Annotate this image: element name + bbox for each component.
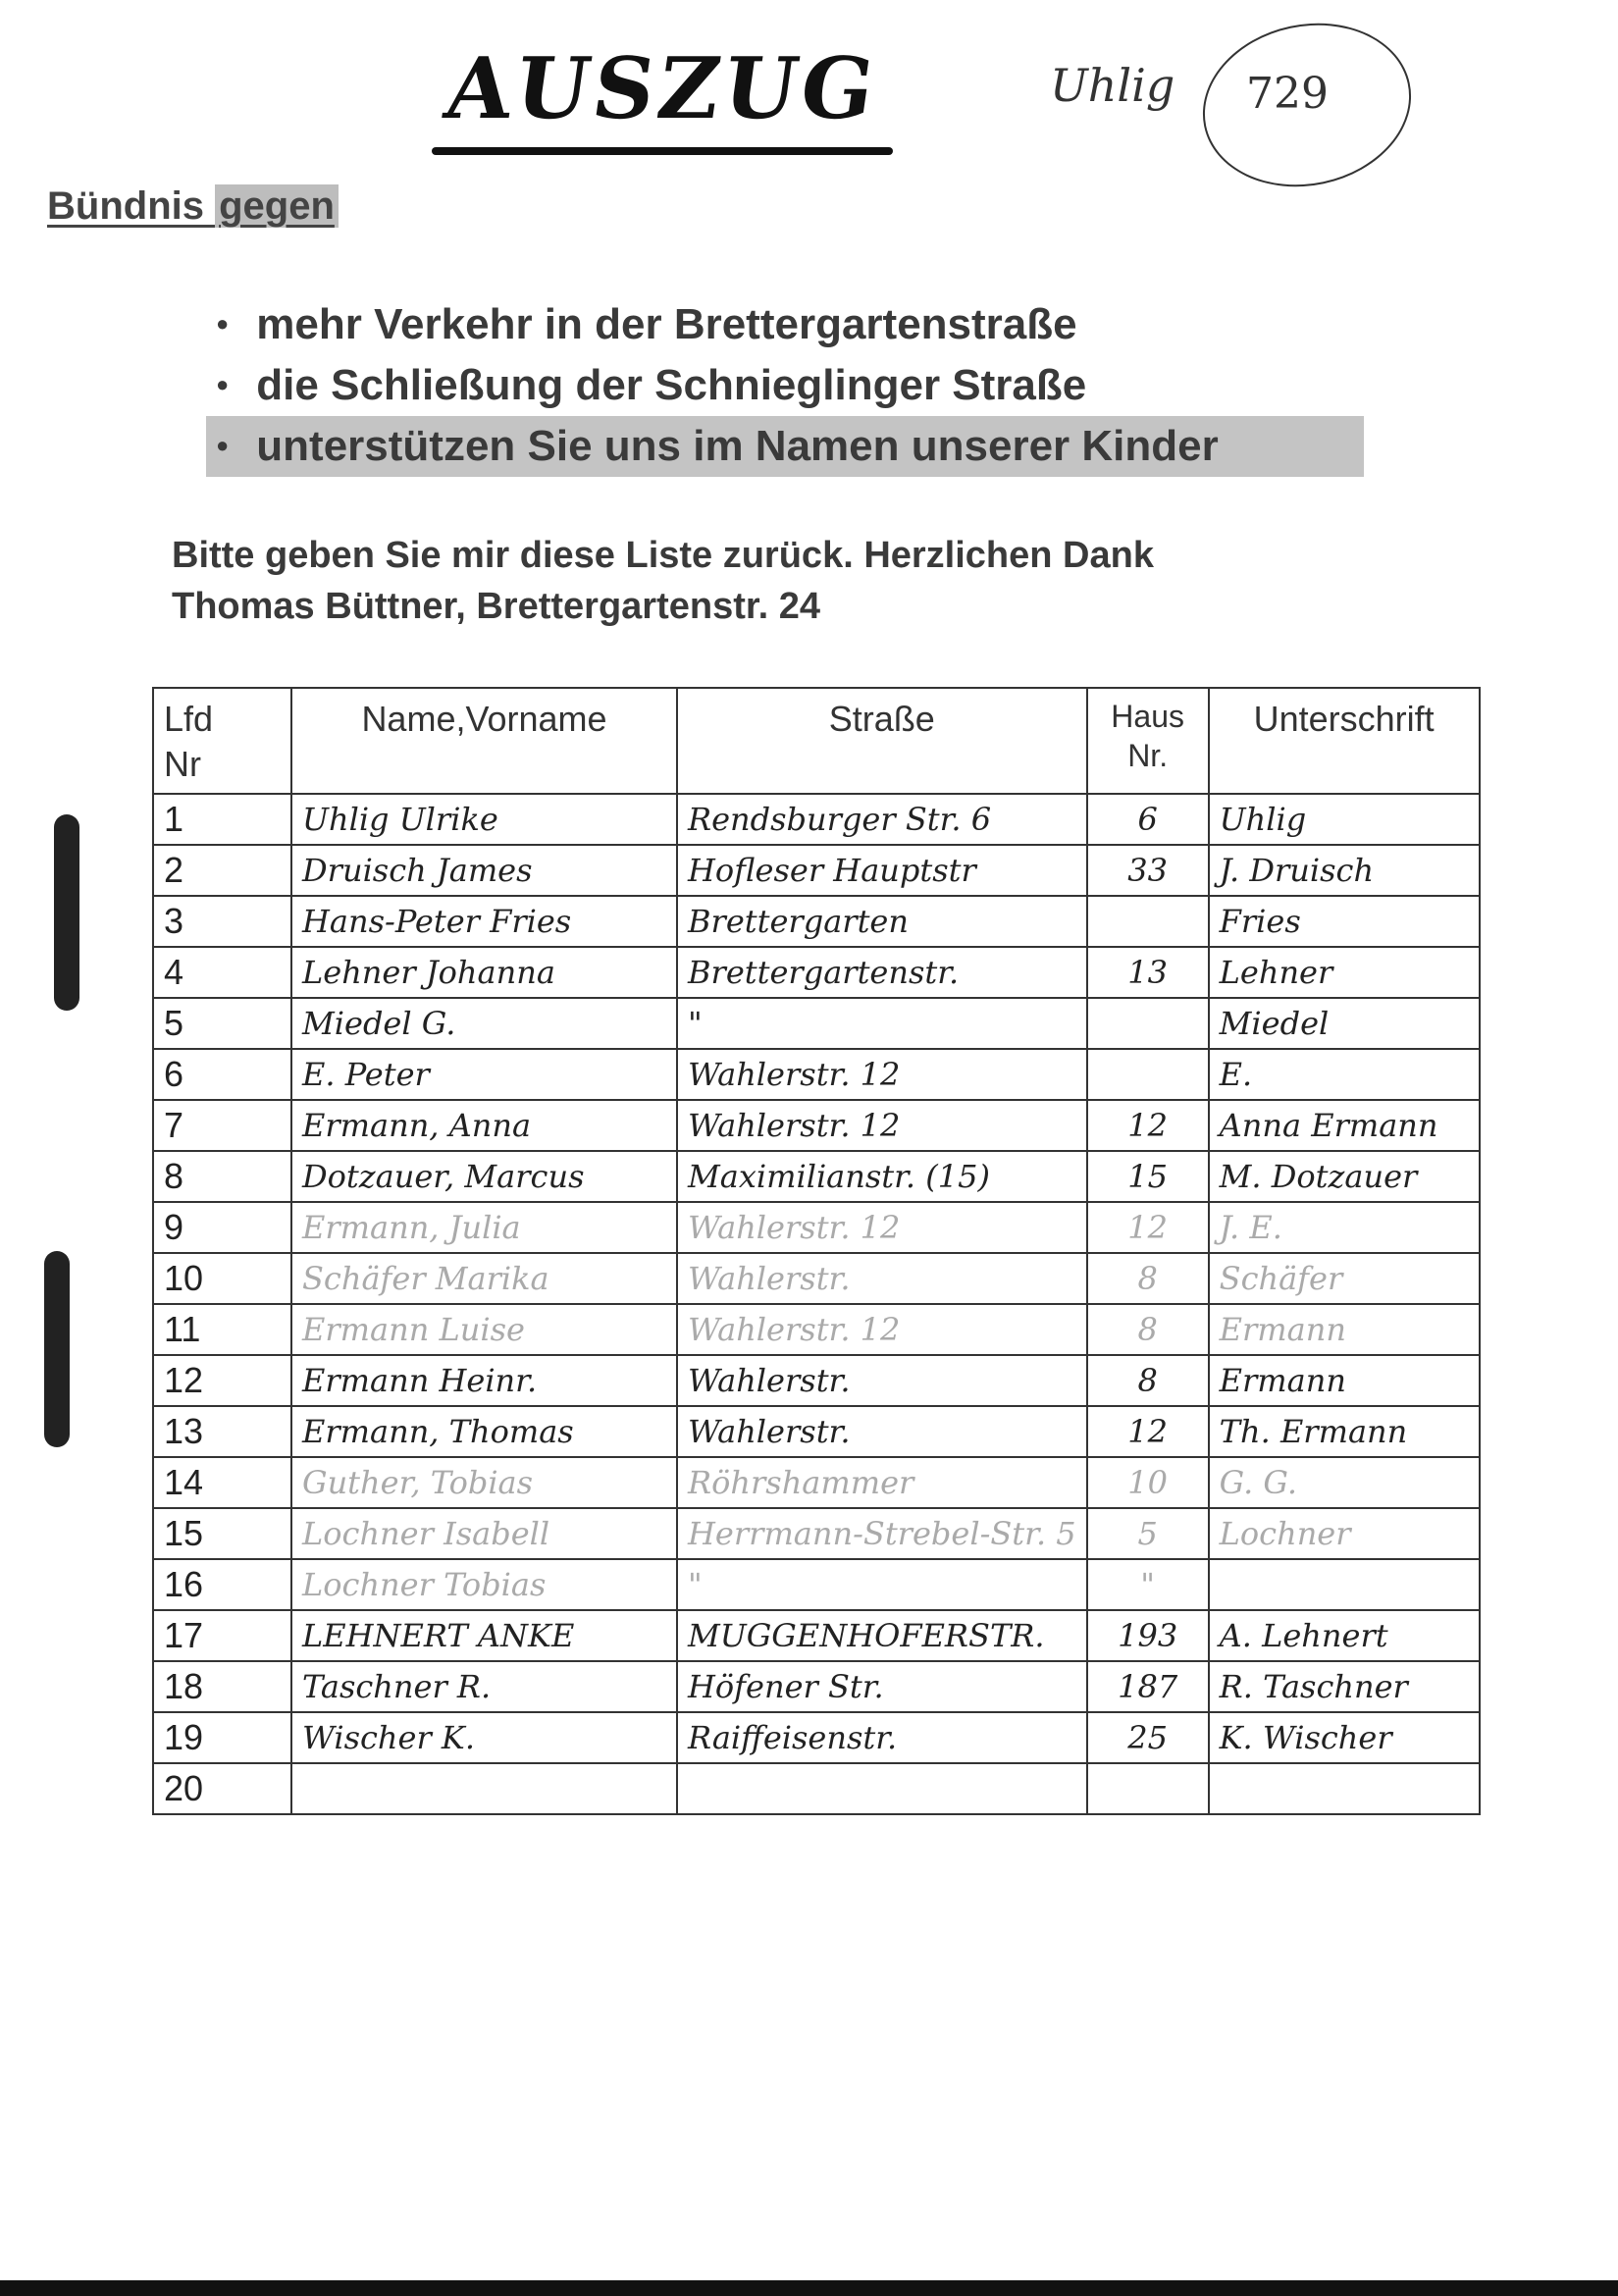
row-number: 18 [153, 1661, 291, 1712]
row-number: 11 [153, 1304, 291, 1355]
row-signature: Uhlig [1209, 794, 1480, 845]
row-street: Wahlerstr. [677, 1406, 1087, 1457]
row-street: Röhrshammer [677, 1457, 1087, 1508]
row-house-number: 15 [1087, 1151, 1209, 1202]
table-row [153, 1253, 1480, 1304]
row-house-number: 6 [1087, 794, 1209, 845]
bullet-item-highlighted: ● unterstützen Sie uns im Namen unserer Kinder [206, 416, 1364, 477]
row-house-number: 8 [1087, 1355, 1209, 1406]
row-name: Lochner Tobias [291, 1559, 677, 1610]
table-row [153, 1712, 1480, 1763]
row-signature: J. E. [1209, 1202, 1480, 1253]
row-number: 9 [153, 1202, 291, 1253]
row-signature: Miedel [1209, 998, 1480, 1049]
row-number: 16 [153, 1559, 291, 1610]
row-number: 10 [153, 1253, 291, 1304]
row-street: " [677, 998, 1087, 1049]
binder-clip-top [54, 814, 79, 1011]
row-signature: M. Dotzauer [1209, 1151, 1480, 1202]
return-notice [172, 530, 1154, 632]
table-row [153, 1508, 1480, 1559]
table-row [153, 947, 1480, 998]
row-signature: Ermann [1209, 1304, 1480, 1355]
row-street: Rendsburger Str. 6 [677, 794, 1087, 845]
row-house-number [1087, 1049, 1209, 1100]
row-signature: K. Wischer [1209, 1712, 1480, 1763]
notice-line-2: Thomas Büttner, Brettergartenstr. 24 [172, 586, 820, 627]
row-house-number [1087, 998, 1209, 1049]
bullet-item: ● die Schließung der Schnieglinger Straße [216, 355, 1364, 416]
row-name: Ermann, Julia [291, 1202, 677, 1253]
row-name: Lehner Johanna [291, 947, 677, 998]
row-name: Hans-Peter Fries [291, 896, 677, 947]
row-street: Wahlerstr. [677, 1355, 1087, 1406]
auszug-stamp: AUSZUG [439, 39, 885, 138]
table-row [153, 845, 1480, 896]
bullet-list [216, 294, 1364, 477]
table-row [153, 1049, 1480, 1100]
row-signature [1209, 1763, 1480, 1814]
row-house-number: 8 [1087, 1304, 1209, 1355]
row-number: 5 [153, 998, 291, 1049]
row-number: 13 [153, 1406, 291, 1457]
table-row [153, 1100, 1480, 1151]
row-house-number [1087, 896, 1209, 947]
scan-edge [0, 2280, 1618, 2296]
row-house-number: 12 [1087, 1202, 1209, 1253]
row-house-number: 193 [1087, 1610, 1209, 1661]
header-signature: Uhlig [1050, 59, 1175, 112]
row-house-number: " [1087, 1559, 1209, 1610]
row-signature: Th. Ermann [1209, 1406, 1480, 1457]
row-number: 19 [153, 1712, 291, 1763]
row-house-number: 12 [1087, 1406, 1209, 1457]
row-number: 1 [153, 794, 291, 845]
header-unterschrift: Unterschrift [1209, 688, 1480, 794]
table-row [153, 1406, 1480, 1457]
row-signature: Anna Ermann [1209, 1100, 1480, 1151]
row-street: Hofleser Hauptstr [677, 845, 1087, 896]
row-street: " [677, 1559, 1087, 1610]
row-number: 3 [153, 896, 291, 947]
row-name: Druisch James [291, 845, 677, 896]
title-prefix: Bündnis [47, 184, 216, 228]
row-name: Ermann, Anna [291, 1100, 677, 1151]
table-row [153, 1304, 1480, 1355]
header-name: Name,Vorname [291, 688, 677, 794]
row-name: Ermann Heinr. [291, 1355, 677, 1406]
header-lfd-nr: Lfd Nr [153, 688, 291, 794]
table-row [153, 1559, 1480, 1610]
row-house-number: 10 [1087, 1457, 1209, 1508]
table-header-row [153, 688, 1480, 794]
table-row [153, 998, 1480, 1049]
row-street: Wahlerstr. 12 [677, 1304, 1087, 1355]
header-strasse: Straße [677, 688, 1087, 794]
row-number: 20 [153, 1763, 291, 1814]
reference-number: 729 [1246, 69, 1329, 119]
row-signature: J. Druisch [1209, 845, 1480, 896]
row-signature: Lehner [1209, 947, 1480, 998]
row-number: 6 [153, 1049, 291, 1100]
row-signature: R. Taschner [1209, 1661, 1480, 1712]
row-number: 17 [153, 1610, 291, 1661]
row-signature: G. G. [1209, 1457, 1480, 1508]
row-name [291, 1763, 677, 1814]
table-row [153, 1457, 1480, 1508]
binder-clip-bottom [44, 1251, 70, 1447]
row-street: Höfener Str. [677, 1661, 1087, 1712]
table-row [153, 1763, 1480, 1814]
row-street: Maximilianstr. (15) [677, 1151, 1087, 1202]
row-street: Brettergartenstr. [677, 947, 1087, 998]
row-name: Lochner Isabell [291, 1508, 677, 1559]
row-signature: Ermann [1209, 1355, 1480, 1406]
row-signature: Fries [1209, 896, 1480, 947]
row-number: 7 [153, 1100, 291, 1151]
row-street [677, 1763, 1087, 1814]
header-haus-nr: Haus Nr. [1087, 688, 1209, 794]
row-name: Ermann, Thomas [291, 1406, 677, 1457]
row-street: Wahlerstr. 12 [677, 1049, 1087, 1100]
auszug-underline [432, 147, 893, 155]
signature-table [152, 687, 1481, 1815]
row-name: Schäfer Marika [291, 1253, 677, 1304]
row-house-number: 25 [1087, 1712, 1209, 1763]
notice-line-1: Bitte geben Sie mir diese Liste zurück. Herzlichen Dank [172, 535, 1154, 576]
row-number: 14 [153, 1457, 291, 1508]
row-name: E. Peter [291, 1049, 677, 1100]
row-house-number: 5 [1087, 1508, 1209, 1559]
title-highlight: gegen [215, 184, 339, 228]
row-street: Wahlerstr. 12 [677, 1100, 1087, 1151]
table-row [153, 1151, 1480, 1202]
row-number: 12 [153, 1355, 291, 1406]
row-signature [1209, 1559, 1480, 1610]
row-house-number: 13 [1087, 947, 1209, 998]
row-street: Brettergarten [677, 896, 1087, 947]
table-row [153, 794, 1480, 845]
row-name: Uhlig Ulrike [291, 794, 677, 845]
row-signature: E. [1209, 1049, 1480, 1100]
table-row [153, 896, 1480, 947]
table-row [153, 1202, 1480, 1253]
row-name: Miedel G. [291, 998, 677, 1049]
row-street: Raiffeisenstr. [677, 1712, 1087, 1763]
table-row [153, 1610, 1480, 1661]
row-street: Wahlerstr. [677, 1253, 1087, 1304]
row-street: Herrmann-Strebel-Str. 5 [677, 1508, 1087, 1559]
row-house-number [1087, 1763, 1209, 1814]
row-number: 15 [153, 1508, 291, 1559]
row-house-number: 8 [1087, 1253, 1209, 1304]
row-house-number: 12 [1087, 1100, 1209, 1151]
row-number: 4 [153, 947, 291, 998]
row-number: 8 [153, 1151, 291, 1202]
row-name: Ermann Luise [291, 1304, 677, 1355]
row-name: LEHNERT ANKE [291, 1610, 677, 1661]
row-name: Dotzauer, Marcus [291, 1151, 677, 1202]
row-street: Wahlerstr. 12 [677, 1202, 1087, 1253]
row-house-number: 187 [1087, 1661, 1209, 1712]
row-street: MUGGENHOFERSTR. [677, 1610, 1087, 1661]
table-row [153, 1355, 1480, 1406]
row-name: Wischer K. [291, 1712, 677, 1763]
page-title [47, 184, 339, 229]
row-house-number: 33 [1087, 845, 1209, 896]
row-name: Taschner R. [291, 1661, 677, 1712]
row-signature: A. Lehnert [1209, 1610, 1480, 1661]
table-row [153, 1661, 1480, 1712]
row-number: 2 [153, 845, 291, 896]
row-signature: Schäfer [1209, 1253, 1480, 1304]
row-name: Guther, Tobias [291, 1457, 677, 1508]
bullet-item: ● mehr Verkehr in der Brettergartenstraße [216, 294, 1364, 355]
row-signature: Lochner [1209, 1508, 1480, 1559]
